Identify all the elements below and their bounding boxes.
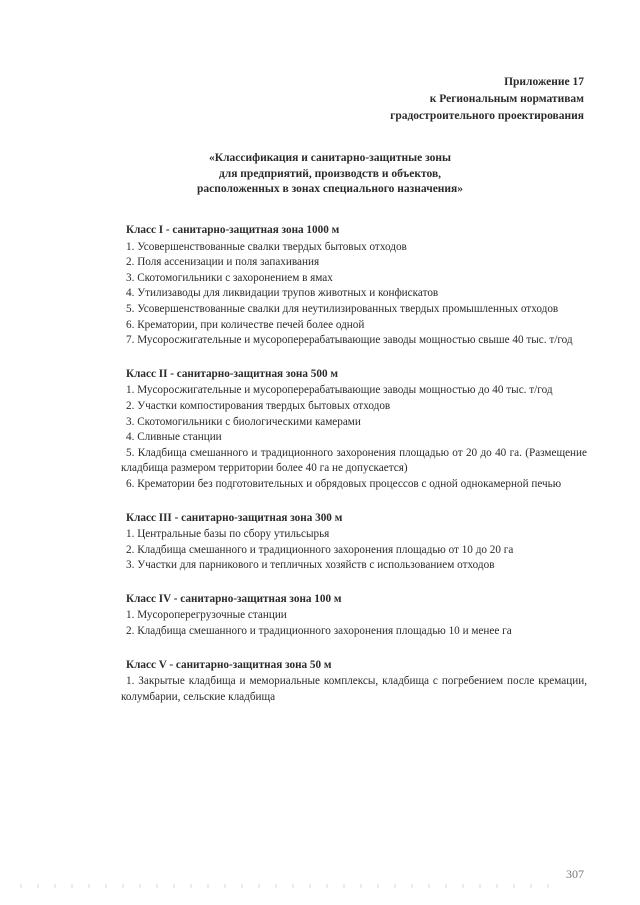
list-item: 4. Утилизаводы для ликвидации трупов животных и конфискатов	[126, 287, 439, 300]
list-item: 2. Кладбища смешанного и традиционного захоронения площадью от 10 до 20 га	[126, 543, 514, 556]
appendix-reference-cont: градостроительного проектирования	[390, 110, 584, 122]
section-heading: Класс III - санитарно-защитная зона 300 м	[126, 511, 343, 524]
document-title	[140, 151, 520, 198]
section-heading: Класс V - санитарно-защитная зона 50 м	[126, 658, 332, 671]
list-item: 6. Крематории без подготовительных и обрядовых процессов с одной однокамерной печью	[126, 477, 562, 490]
list-item: 4. Сливные станции	[126, 431, 222, 444]
list-item: 5. Усовершенствованные свалки для неутилизированных твердых промышленных отходов	[126, 302, 559, 315]
list-item: 1. Центральные базы по сбору утильсырья	[126, 528, 330, 541]
title-line-1: «Классификация и санитарно-защитные зоны	[209, 152, 451, 164]
title-line-3: расположенных в зонах специального назначения»	[196, 183, 464, 195]
list-item: 6. Крематории, при количестве печей более одной	[126, 318, 365, 331]
appendix-number: Приложение 17	[504, 76, 584, 88]
list-item: 3. Скотомогильники с захоронением в ямах	[126, 271, 333, 284]
appendix-reference: к Региональным нормативам	[429, 93, 584, 105]
list-item: 1. Мусоросжигательные и мусороперерабатывающие заводы мощностью до 40 тыс. т/год	[126, 384, 553, 397]
list-item: 1. Усовершенствованные свалки твердых бытовых отходов	[126, 240, 407, 253]
list-item: 2. Кладбища смешанного и традиционного захоронения площадью 10 и менее га	[126, 625, 512, 638]
page-number: 307	[566, 867, 584, 881]
document-body	[121, 223, 587, 723]
list-item: 2. Поля ассенизации и поля запахивания	[126, 256, 320, 269]
list-item: 1. Закрытые кладбища и мемориальные комплексы, кладбища с погребением после кремации, колумбарии, сельские кладбища	[121, 675, 587, 703]
section-class-3	[121, 511, 587, 574]
section-class-1	[121, 223, 587, 349]
list-item: 5. Кладбища смешанного и традиционного захоронения площадью от 20 до 40 га. (Размещение кладбища размером территории более 40 га не допускается)	[121, 446, 587, 475]
list-item: 3. Скотомогильники с биологическими камерами	[126, 415, 361, 428]
section-heading: Класс I - санитарно-защитная зона 1000 м	[126, 224, 340, 236]
title-line-2: для предприятий, производств и объектов,	[218, 167, 442, 180]
list-item: 3. Участки для парникового и тепличных хозяйств с использованием отходов	[126, 559, 495, 572]
section-class-4	[121, 592, 587, 640]
list-item: 1. Мусороперегрузочные станции	[126, 609, 287, 622]
list-item: 2. Участки компостирования твердых бытовых отходов	[126, 399, 391, 412]
section-heading: Класс II - санитарно-защитная зона 500 м	[126, 367, 338, 380]
section-heading: Класс IV - санитарно-защитная зона 100 м	[126, 592, 342, 605]
list-item: 7. Мусоросжигательные и мусороперерабатывающие заводы мощностью свыше 40 тыс. т/год	[126, 334, 573, 347]
section-class-5	[121, 658, 587, 706]
section-class-2	[121, 367, 587, 493]
scan-artifact	[20, 884, 560, 888]
appendix-header	[390, 74, 584, 125]
